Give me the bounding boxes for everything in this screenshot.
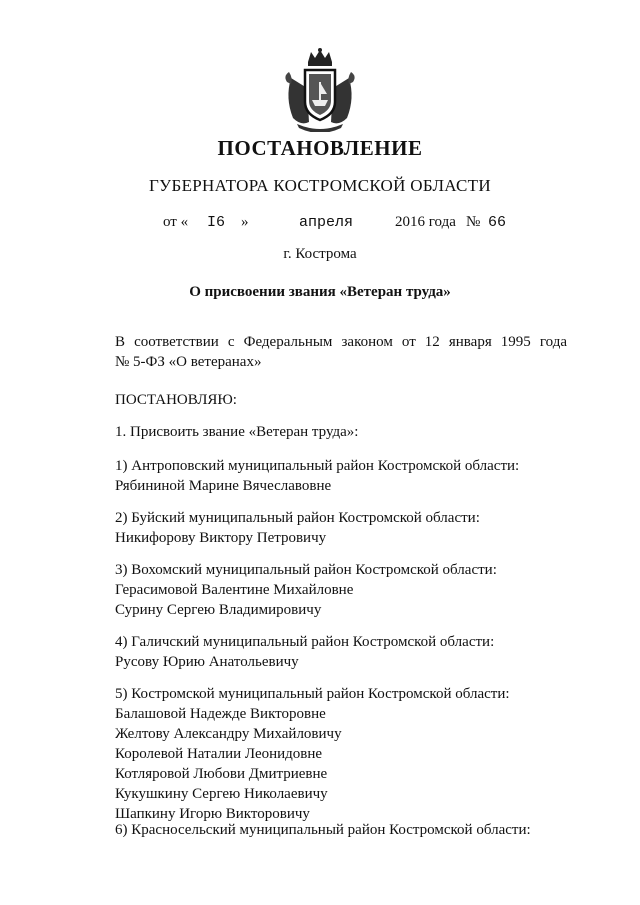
city-name: г. Кострома xyxy=(283,246,357,262)
person-name: Желтову Александру Михайловичу xyxy=(115,726,342,742)
document-subject: О присвоении звания «Ветеран труда» xyxy=(189,284,451,300)
person-name: Сурину Сергею Владимировичу xyxy=(115,602,322,618)
person-name: Балашовой Надежде Викторовне xyxy=(115,706,326,722)
intro-line-1: В соответствии с Федеральным законом от 12 января 1995 года xyxy=(115,334,567,350)
district-block-6 xyxy=(115,820,531,840)
person-name: Шапкину Игорю Викторовичу xyxy=(115,806,310,822)
person-name: Королевой Наталии Леонидовне xyxy=(115,746,323,762)
person-name: Никифорову Виктору Петровичу xyxy=(115,530,327,546)
district-block-5 xyxy=(115,684,510,824)
date-day: I6 xyxy=(207,214,226,231)
date-month: апреля xyxy=(299,214,354,231)
district-heading: 3) Вохомский муниципальный район Костромской области: xyxy=(115,562,497,578)
district-block-2 xyxy=(115,508,480,548)
document-title: ПОСТАНОВЛЕНИЕ xyxy=(217,136,423,160)
decree-word: ПОСТАНОВЛЯЮ: xyxy=(115,392,237,408)
document-subtitle: ГУБЕРНАТОРА КОСТРОМСКОЙ ОБЛАСТИ xyxy=(149,176,491,195)
date-close-quote: » xyxy=(241,214,249,230)
clause-1: 1. Присвоить звание «Ветеран труда»: xyxy=(115,424,359,440)
person-name: Котляровой Любови Дмитриевне xyxy=(115,766,328,782)
person-name: Герасимовой Валентине Михайловне xyxy=(115,582,354,598)
district-heading: 5) Костромской муниципальный район Костромской области: xyxy=(115,686,510,702)
person-name: Кукушкину Сергею Николаевичу xyxy=(115,786,328,802)
intro-line-2: № 5-ФЗ «О ветеранах» xyxy=(115,354,262,370)
intro-paragraph xyxy=(115,332,567,372)
date-prefix: от « xyxy=(163,214,189,230)
district-heading: 4) Галичский муниципальный район Костромской области: xyxy=(115,634,495,650)
number-sign: № xyxy=(466,214,481,230)
person-name: Русову Юрию Анатольевичу xyxy=(115,654,299,670)
district-block-4 xyxy=(115,632,494,672)
district-heading: 1) Антроповский муниципальный район Костромской области: xyxy=(115,458,520,474)
district-heading: 6) Красносельский муниципальный район Костромской области: xyxy=(115,822,531,838)
district-block-3 xyxy=(115,560,497,620)
district-block-1 xyxy=(115,456,519,496)
person-name: Рябининой Марине Вячеславовне xyxy=(115,478,332,494)
coat-of-arms-emblem xyxy=(281,48,359,132)
district-heading: 2) Буйский муниципальный район Костромской области: xyxy=(115,510,480,526)
document-number: 66 xyxy=(488,214,507,231)
date-year: 2016 года xyxy=(395,214,456,230)
